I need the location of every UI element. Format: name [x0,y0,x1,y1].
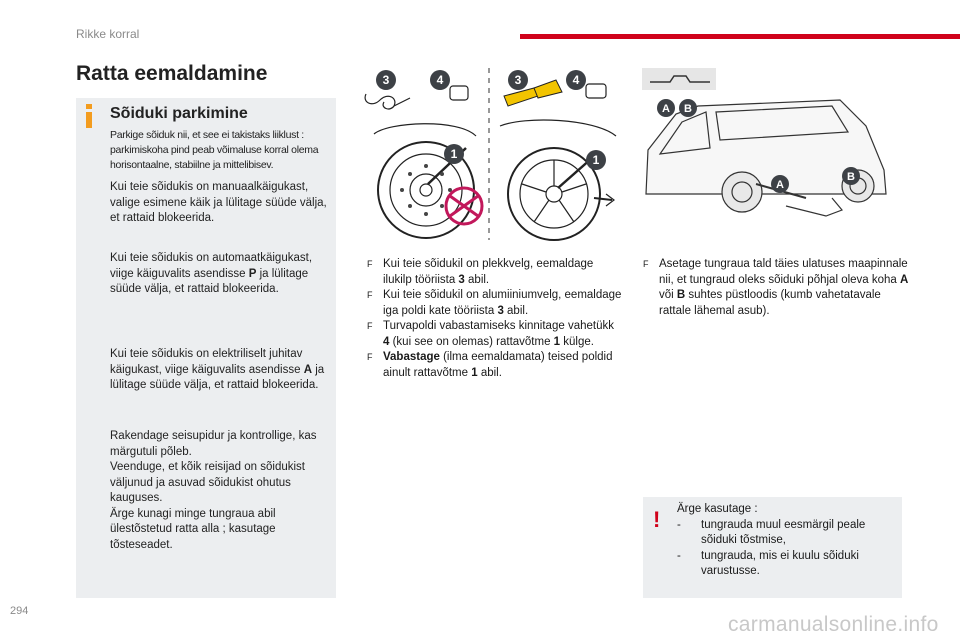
warning-box [643,497,902,598]
electric-gearbox-text: Kui teie sõidukis on elektriliselt juhitav käigukast, viige käiguvalits asendisse A ja lülitage süüde välja, et rattaid blokeerida. [110,348,325,391]
step-loosen-bolts: F Vabastage (ilma eemaldamata) teised poldid ainult rattavõtme 1 abil. [367,351,613,379]
jack-point-figure [636,66,904,242]
manual-gearbox-text: Kui teie sõidukis on manuaalkäigukast, valige esimene käik ja lülitage süüde välja, et rattaid blokeerida. [110,181,327,224]
page-number: 294 [10,605,29,617]
info-icon [86,104,92,126]
label-3-alloy: 3 [514,73,522,87]
step-steel-rim: F Kui teie sõidukil on plekkvelg, eemaldage ilukilp tööriista 3 abil. [367,258,594,286]
step-alloy-rim: F Kui teie sõidukil on alumiiniumvelg, eemaldage iga poldi kate tööriista 3 abil. [367,289,622,317]
section-header: Rikke korral [76,27,140,41]
steel-wheel-figure [358,66,486,242]
info-box-title: Sõiduki parkimine [110,105,248,122]
label-a: A [776,179,784,191]
step-security-bolt: F Turvapoldi vabastamiseks kinnitage vahetükk 4 (kui see on olemas) rattavõtme 1 külge. [367,320,614,348]
page-title: Ratta eemaldamine [76,62,268,85]
warning-text [677,502,897,580]
warning-item: - tungrauda muul eesmärgil peale sõiduki tõstmise, [677,518,866,546]
label-4-alloy: 4 [572,73,580,87]
wheel-removal-steps [367,257,623,381]
label-b: B [847,171,855,183]
warning-item: - tungrauda, mis ei kuulu sõiduki varustusse. [677,549,859,577]
alloy-wheel-figure [494,66,622,242]
warning-title: Ärge kasutage : [677,503,758,515]
header-accent-bar [520,34,960,39]
label-4: 4 [436,73,444,87]
label-1-alloy: 1 [592,153,600,167]
watermark: carmanualsonline.info [728,613,939,636]
label-a-top: A [662,103,670,115]
label-b-top: B [684,103,692,115]
figure-divider [485,68,493,240]
warning-icon: ! [653,507,661,532]
parking-intro: Parkige sõiduk nii, et see ei takistaks liiklust : parkimiskoha pind peab võimaluse korral olema horisontaalne, stabiilne ja mittelibisev. [110,129,319,171]
safety-text: Rakendage seisupidur ja kontrollige, kas märgutuli põleb. Veenduge, et kõik reisijad on sõidukist väljunud ja asuvad sõidukist ohutus kauguses. Ärge kunagi minge tungraua abil ülestõstetud ratta alla ; kasutage tõsteseadet. [110,430,317,551]
automatic-gearbox-text: Kui teie sõidukis on automaatkäigukast, viige käiguvalits asendisse P ja lülitage süüde välja, et rattaid blokeerida. [110,252,313,295]
jack-placement-step: F Asetage tungraua tald täies ulatuses maapinnale nii, et tungraud oleks sõiduki põhjal oleva koha A või B suhtes püstloodis (kumb vahetatavale rattale lähemal asub). [643,258,909,317]
label-1: 1 [450,147,458,161]
label-3: 3 [382,73,390,87]
parking-info-box [76,98,336,598]
